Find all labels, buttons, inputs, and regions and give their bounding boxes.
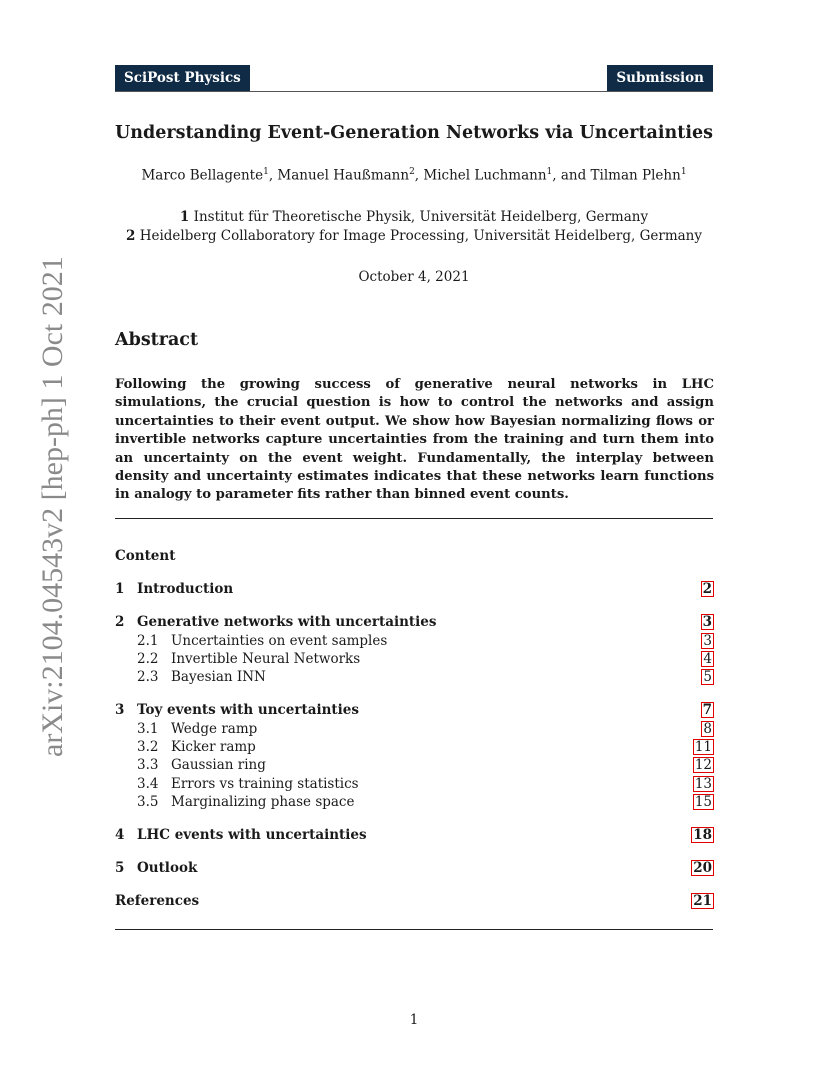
toc-page-link[interactable]: 11 [694,739,712,755]
toc-entry[interactable] [115,859,714,877]
toc-page-link[interactable]: 4 [703,651,712,667]
content-rule-bottom [115,929,713,930]
author-affil: 1 [680,167,687,177]
toc-entry-number: 3 [115,702,125,718]
submission-badge: Submission [607,65,713,91]
toc-page-link[interactable]: 8 [703,721,712,737]
toc-page-link[interactable]: 20 [693,860,712,876]
toc-entry-number: 5 [115,860,125,876]
affiliation [0,228,828,244]
abstract-heading: Abstract [115,330,199,350]
author-separator: , [414,167,424,184]
toc-entry-label: Marginalizing phase space [171,794,355,810]
toc-page-link[interactable]: 2 [702,581,712,597]
toc-entry-label: Uncertainties on event samples [171,633,388,649]
toc-entry[interactable] [115,632,714,650]
toc-entry[interactable] [115,756,714,774]
toc-entry-number: 3.4 [137,776,159,792]
toc-heading: Content [115,548,176,564]
toc-entry[interactable] [115,892,714,910]
toc-entry-label: Bayesian INN [171,669,266,685]
toc-page-link[interactable]: 15 [694,794,712,810]
affiliation-text: Heidelberg Collaboratory for Image Processing, Universität Heidelberg, Germany [139,228,702,244]
toc-entry[interactable] [115,668,714,686]
toc-entry-label: Outlook [137,860,198,876]
toc-entry-label: Errors vs training statistics [171,776,359,792]
toc-page-link[interactable]: 12 [694,757,712,773]
toc-page-link[interactable]: 21 [693,893,712,909]
toc-entry-label: Kicker ramp [171,739,256,755]
toc-entry-number: 2 [115,614,125,630]
toc-entry-label: Invertible Neural Networks [171,651,361,667]
toc-entry-number: 1 [115,581,125,597]
paper-date: October 4, 2021 [358,269,470,285]
toc-entry-number: 2.3 [137,669,159,685]
author-separator: , and [552,167,591,184]
toc-entry[interactable] [115,580,714,598]
journal-badge: SciPost Physics [115,65,250,91]
author-affil: 2 [409,167,415,177]
toc-entry-number: 2.1 [137,633,159,649]
author-name: Tilman Plehn [590,167,681,184]
toc-page-link[interactable]: 13 [694,776,712,792]
affiliation [0,209,828,225]
author-name: Michel Luchmann [423,167,547,184]
toc-entry-label: LHC events with uncertainties [137,827,367,843]
abstract-text: Following the growing success of generative neural networks in LHC simulations, the crucial question is how to control the networks and assign uncertainties to their event output. We show how Bayesian normalizing flows or invertible networks capture uncertainties from the training and turn them into an uncertainty on the event weight. Fundamentally, the interplay between density and uncertainty estimates indicates that these networks learn functions in analogy to parameter fits rather than binned event counts. [115,377,714,503]
toc-entry-number: 3.2 [137,739,159,755]
author-affil: 1 [546,167,553,177]
affiliation-number: 1 [179,209,190,225]
toc-entry[interactable] [115,720,714,738]
toc-entry[interactable] [115,650,714,668]
toc-entry-number: 3.3 [137,757,159,773]
paper-title: Understanding Event-Generation Networks via Uncertainties [115,123,713,143]
toc-page-link[interactable]: 5 [703,669,712,685]
toc-entry[interactable] [115,613,714,631]
toc-entry-number: 3.5 [137,794,159,810]
toc-page-link[interactable]: 18 [693,827,712,843]
content-rule-top [115,518,713,519]
toc-entry-number: 2.2 [137,651,159,667]
toc-entry[interactable] [115,826,714,844]
affiliation-text: Institut für Theoretische Physik, Universität Heidelberg, Germany [193,209,649,225]
toc-entry-label: Generative networks with uncertainties [137,614,437,630]
toc-entry[interactable] [115,738,714,756]
toc-entry-label: Wedge ramp [171,721,258,737]
header-rule [115,91,713,92]
arxiv-stamp: arXiv:2104.04543v2 [hep-ph] 1 Oct 2021 [36,256,69,757]
toc-entry-label: References [115,893,200,909]
toc-entry-label: Introduction [137,581,234,597]
toc-entry[interactable] [115,775,714,793]
toc-page-link[interactable]: 3 [703,633,712,649]
toc-entry[interactable] [115,793,714,811]
author-name: Marco Bellagente [141,167,264,184]
author-affil: 1 [263,167,269,177]
author-list [0,167,828,184]
author-name: Manuel Haußmann [277,167,410,184]
toc-page-link[interactable]: 3 [702,614,712,630]
affiliation-number: 2 [126,228,136,244]
toc-entry-number: 3.1 [137,721,159,737]
toc-entry-number: 4 [115,827,125,843]
toc-entry[interactable] [115,701,714,719]
author-separator: , [268,167,278,184]
toc-page-link[interactable]: 7 [702,702,712,718]
toc-entry-label: Toy events with uncertainties [137,702,359,718]
toc-entry-label: Gaussian ring [171,757,266,773]
page-number: 1 [409,1012,419,1028]
